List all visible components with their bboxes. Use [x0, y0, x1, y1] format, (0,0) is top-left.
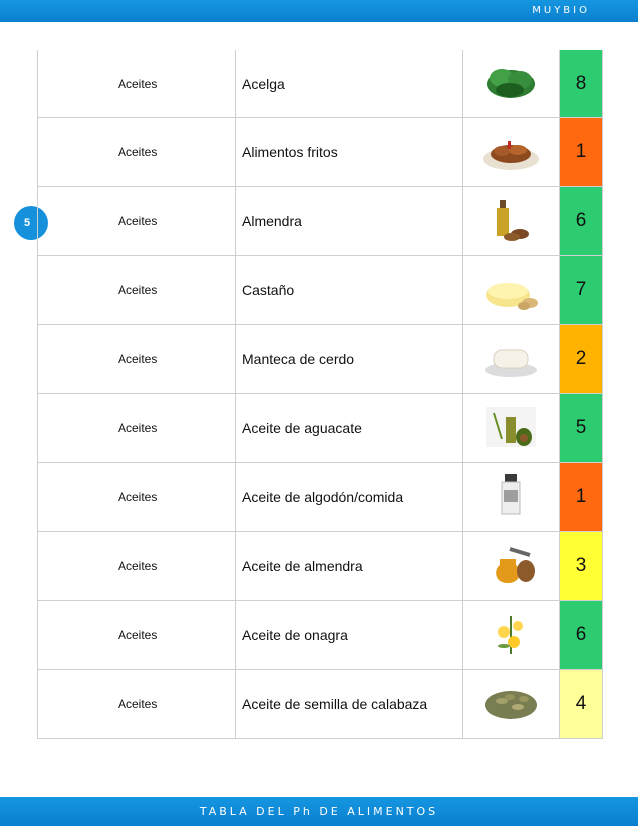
ph-value-cell: 3 — [560, 532, 603, 601]
food-image-cell — [463, 256, 560, 325]
oil-bottle-almonds-icon — [480, 196, 542, 242]
food-name-cell: Castaño — [236, 256, 463, 325]
category-cell: Aceites — [38, 187, 236, 256]
fried-food-icon — [480, 127, 542, 173]
table-row — [38, 463, 603, 532]
category-cell: Aceites — [38, 394, 236, 463]
lard-block-icon — [480, 334, 542, 380]
ph-value-cell: 1 — [560, 463, 603, 532]
ph-value-cell: 1 — [560, 118, 603, 187]
ph-food-table — [37, 50, 603, 739]
table-row — [38, 256, 603, 325]
category-cell: Aceites — [38, 601, 236, 670]
pumpkin-seeds-icon — [480, 679, 542, 725]
table-row — [38, 50, 603, 118]
food-image-cell — [463, 601, 560, 670]
footer-title: TABLA DEL Ph DE ALIMENTOS — [199, 805, 439, 818]
food-name-cell: Manteca de cerdo — [236, 325, 463, 394]
food-name-cell: Aceite de onagra — [236, 601, 463, 670]
food-image-cell — [463, 118, 560, 187]
food-image-cell — [463, 670, 560, 739]
category-cell: Aceites — [38, 256, 236, 325]
food-name-cell: Almendra — [236, 187, 463, 256]
table-row — [38, 532, 603, 601]
food-name-cell: Aceite de algodón/comida — [236, 463, 463, 532]
small-bottle-icon — [480, 472, 542, 518]
table-row — [38, 670, 603, 739]
food-image-cell — [463, 532, 560, 601]
category-cell: Aceites — [38, 118, 236, 187]
food-image-cell — [463, 394, 560, 463]
avocado-oil-icon — [480, 403, 542, 449]
food-name-cell: Acelga — [236, 50, 463, 118]
ph-value-cell: 5 — [560, 394, 603, 463]
food-image-cell — [463, 325, 560, 394]
ph-value-cell: 6 — [560, 601, 603, 670]
ph-value-cell: 4 — [560, 670, 603, 739]
almond-oil-icon — [480, 541, 542, 587]
ph-value-cell: 8 — [560, 50, 603, 118]
food-image-cell — [463, 187, 560, 256]
category-cell: Aceites — [38, 463, 236, 532]
table-row — [38, 118, 603, 187]
table-row — [38, 325, 603, 394]
table-row — [38, 187, 603, 256]
brand-label: MUYBIO — [532, 5, 590, 16]
ph-value-cell: 2 — [560, 325, 603, 394]
oil-bowl-icon — [480, 265, 542, 311]
category-cell: Aceites — [38, 325, 236, 394]
food-image-cell — [463, 463, 560, 532]
category-cell: Aceites — [38, 50, 236, 118]
ph-value-cell: 6 — [560, 187, 603, 256]
food-name-cell: Aceite de semilla de calabaza — [236, 670, 463, 739]
food-name-cell: Aceite de aguacate — [236, 394, 463, 463]
primrose-flower-icon — [480, 610, 542, 656]
page-number-badge: 5 — [14, 206, 48, 240]
table-row — [38, 394, 603, 463]
leafy-greens-icon — [480, 58, 542, 104]
food-name-cell: Aceite de almendra — [236, 532, 463, 601]
category-cell: Aceites — [38, 532, 236, 601]
ph-value-cell: 7 — [560, 256, 603, 325]
category-cell: Aceites — [38, 670, 236, 739]
table-row — [38, 601, 603, 670]
food-name-cell: Alimentos fritos — [236, 118, 463, 187]
food-image-cell — [463, 50, 560, 118]
